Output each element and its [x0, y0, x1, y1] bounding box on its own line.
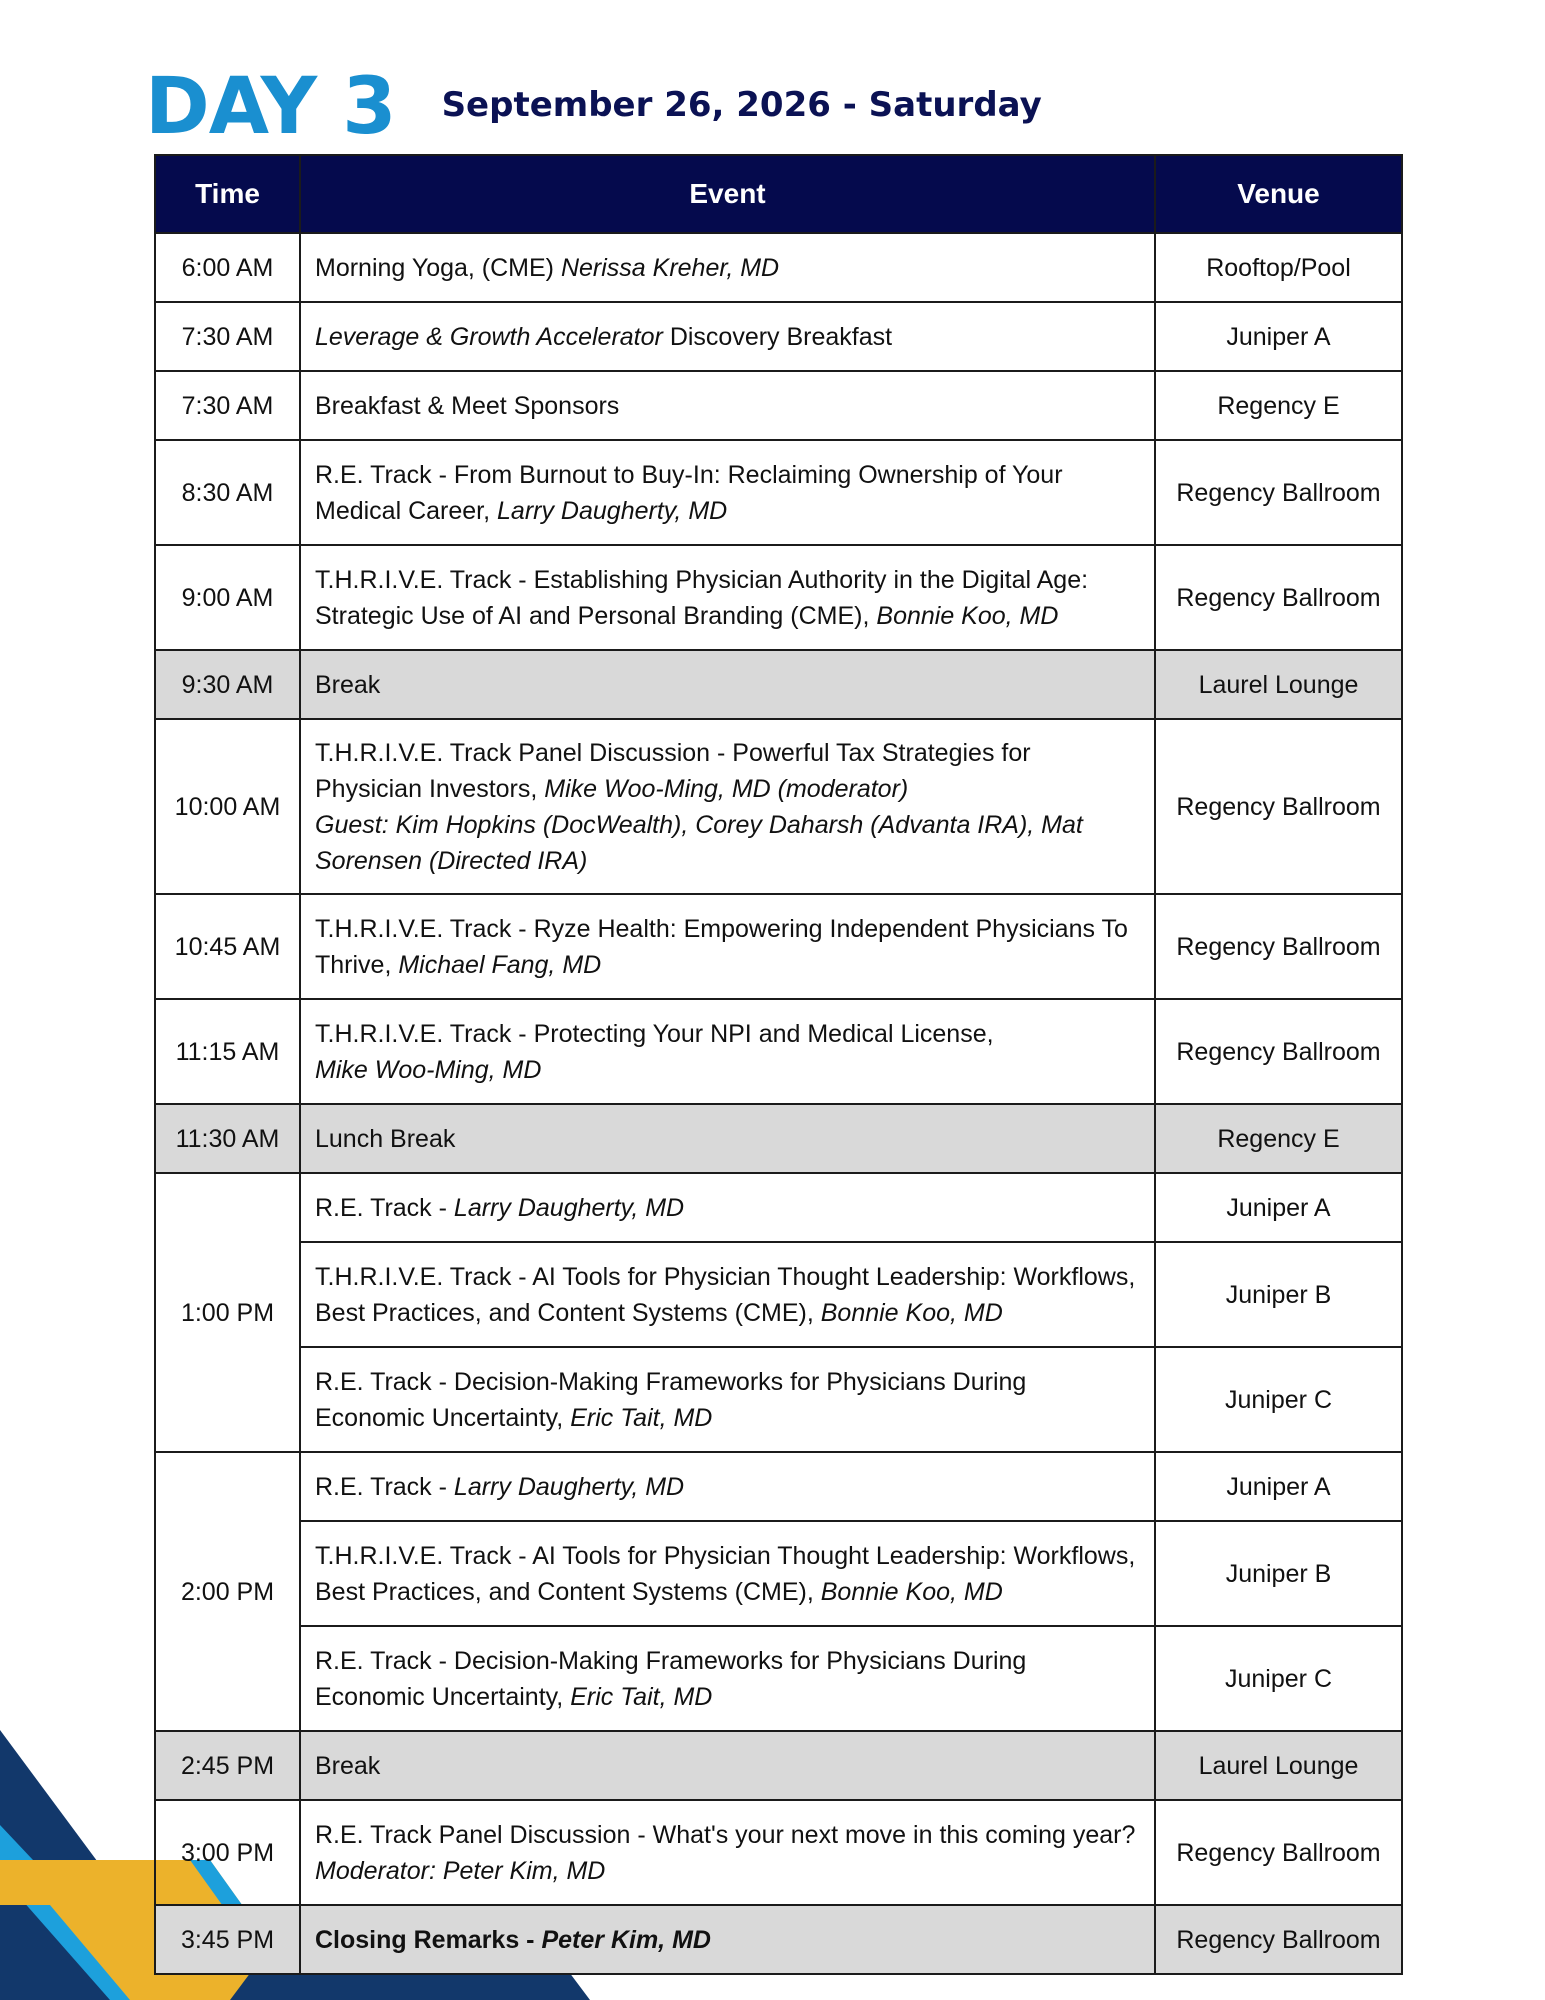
row-venue: Juniper A	[1155, 1173, 1402, 1242]
event-title: T.H.R.I.V.E. Track - AI Tools for Physician Thought Leadership: Workflows, Best Practices, and Content Systems (CME),	[315, 1262, 1136, 1327]
day-date: September 26, 2026 - Saturday	[441, 85, 1042, 125]
table-row	[155, 1242, 1402, 1347]
row-event	[300, 999, 1155, 1104]
row-venue: Rooftop/Pool	[1155, 233, 1402, 302]
row-time: 3:00 PM	[155, 1800, 300, 1905]
row-venue: Regency Ballroom	[1155, 719, 1402, 894]
row-time: 1:00 PM	[155, 1173, 300, 1452]
row-venue: Regency Ballroom	[1155, 545, 1402, 650]
event-speaker: Larry Daugherty, MD	[453, 1472, 685, 1501]
column-header-time: Time	[155, 155, 300, 233]
event-title: R.E. Track Panel Discussion - What's your next move in this coming year?	[315, 1820, 1136, 1849]
event-title: Lunch Break	[315, 1124, 456, 1153]
row-event	[300, 719, 1155, 894]
row-event	[300, 1242, 1155, 1347]
table-row	[155, 1173, 1402, 1242]
row-event	[300, 1452, 1155, 1521]
row-venue: Regency Ballroom	[1155, 894, 1402, 999]
row-venue: Juniper B	[1155, 1521, 1402, 1626]
row-venue: Laurel Lounge	[1155, 650, 1402, 719]
row-venue: Juniper A	[1155, 302, 1402, 371]
event-guests: Guest: Kim Hopkins (DocWealth), Corey Daharsh (Advanta IRA), Mat Sorensen (Directed IRA)	[315, 810, 1083, 875]
row-time: 11:15 AM	[155, 999, 300, 1104]
row-event	[300, 1104, 1155, 1173]
event-title: T.H.R.I.V.E. Track Panel Discussion - Powerful Tax Strategies for Physician Investors,	[315, 738, 1031, 803]
row-time: 9:00 AM	[155, 545, 300, 650]
event-speaker: Bonnie Koo, MD	[820, 1298, 1003, 1327]
row-time: 11:30 AM	[155, 1104, 300, 1173]
table-row	[155, 1521, 1402, 1626]
row-venue: Juniper B	[1155, 1242, 1402, 1347]
event-program: Leverage & Growth Accelerator	[315, 322, 663, 351]
table-row	[155, 1905, 1402, 1974]
row-venue: Regency Ballroom	[1155, 999, 1402, 1104]
row-event	[300, 1521, 1155, 1626]
row-event	[300, 440, 1155, 545]
event-title: R.E. Track - Decision-Making Frameworks for Physicians During Economic Uncertainty,	[315, 1367, 1027, 1432]
event-speaker: Mike Woo-Ming, MD (moderator)	[544, 774, 909, 803]
table-row	[155, 999, 1402, 1104]
event-title: R.E. Track -	[315, 1193, 447, 1222]
row-event	[300, 1731, 1155, 1800]
row-time: 7:30 AM	[155, 371, 300, 440]
event-speaker: Nerissa Kreher, MD	[560, 253, 780, 282]
event-speaker: Michael Fang, MD	[398, 950, 602, 979]
event-title: R.E. Track - From Burnout to Buy-In: Reclaiming Ownership of Your Medical Career,	[315, 460, 1063, 525]
column-header-event: Event	[300, 155, 1155, 233]
row-event	[300, 371, 1155, 440]
table-row	[155, 371, 1402, 440]
table-row	[155, 894, 1402, 999]
event-speaker: Moderator: Peter Kim, MD	[315, 1856, 606, 1885]
row-event	[300, 545, 1155, 650]
row-event	[300, 233, 1155, 302]
table-row	[155, 1731, 1402, 1800]
row-venue: Juniper A	[1155, 1452, 1402, 1521]
row-venue: Juniper C	[1155, 1626, 1402, 1731]
event-speaker: Eric Tait, MD	[570, 1682, 713, 1711]
event-title: T.H.R.I.V.E. Track - Protecting Your NPI and Medical License,	[315, 1019, 994, 1048]
event-speaker: Larry Daugherty, MD	[497, 496, 728, 525]
table-row	[155, 1452, 1402, 1521]
day-title: DAY 3	[145, 62, 396, 152]
row-time: 7:30 AM	[155, 302, 300, 371]
event-title: T.H.R.I.V.E. Track - Ryze Health: Empowering Independent Physicians To Thrive,	[315, 914, 1128, 979]
table-row	[155, 1626, 1402, 1731]
row-event	[300, 1626, 1155, 1731]
row-venue: Regency Ballroom	[1155, 440, 1402, 545]
event-title: Closing Remarks -	[315, 1925, 535, 1954]
table-row	[155, 440, 1402, 545]
table-row	[155, 1347, 1402, 1452]
row-venue: Juniper C	[1155, 1347, 1402, 1452]
event-title: R.E. Track - Decision-Making Frameworks for Physicians During Economic Uncertainty,	[315, 1646, 1027, 1711]
row-time: 10:45 AM	[155, 894, 300, 999]
event-speaker: Bonnie Koo, MD	[876, 601, 1059, 630]
table-row	[155, 650, 1402, 719]
table-row	[155, 233, 1402, 302]
row-event	[300, 1905, 1155, 1974]
event-speaker: Eric Tait, MD	[570, 1403, 713, 1432]
row-time: 6:00 AM	[155, 233, 300, 302]
table-row	[155, 719, 1402, 894]
row-venue: Regency E	[1155, 371, 1402, 440]
event-title: Breakfast & Meet Sponsors	[315, 391, 620, 420]
row-event	[300, 894, 1155, 999]
event-speaker: Peter Kim, MD	[541, 1925, 711, 1954]
row-event	[300, 650, 1155, 719]
event-title: Break	[315, 670, 381, 699]
table-row	[155, 1104, 1402, 1173]
event-title: Break	[315, 1751, 381, 1780]
table-row	[155, 1800, 1402, 1905]
row-event	[300, 1800, 1155, 1905]
row-venue: Laurel Lounge	[1155, 1731, 1402, 1800]
row-time: 2:45 PM	[155, 1731, 300, 1800]
row-venue: Regency Ballroom	[1155, 1800, 1402, 1905]
table-row	[155, 545, 1402, 650]
column-header-venue: Venue	[1155, 155, 1402, 233]
row-time: 3:45 PM	[155, 1905, 300, 1974]
event-title: R.E. Track -	[315, 1472, 447, 1501]
page-header	[145, 62, 1042, 152]
table-header-row	[155, 155, 1402, 233]
event-title: T.H.R.I.V.E. Track - Establishing Physician Authority in the Digital Age: Strategic Use of AI and Personal Branding (CME),	[315, 565, 1089, 630]
row-time: 10:00 AM	[155, 719, 300, 894]
schedule-table	[154, 154, 1403, 1975]
row-venue: Regency Ballroom	[1155, 1905, 1402, 1974]
event-title: Discovery Breakfast	[669, 322, 893, 351]
event-speaker: Bonnie Koo, MD	[820, 1577, 1003, 1606]
row-time: 9:30 AM	[155, 650, 300, 719]
row-time: 2:00 PM	[155, 1452, 300, 1731]
event-title: Morning Yoga, (CME)	[315, 253, 555, 282]
event-speaker: Larry Daugherty, MD	[453, 1193, 685, 1222]
event-speaker: Mike Woo-Ming, MD	[315, 1055, 542, 1084]
row-event	[300, 1347, 1155, 1452]
row-time: 8:30 AM	[155, 440, 300, 545]
table-row	[155, 302, 1402, 371]
row-event	[300, 302, 1155, 371]
row-event	[300, 1173, 1155, 1242]
row-venue: Regency E	[1155, 1104, 1402, 1173]
event-title: T.H.R.I.V.E. Track - AI Tools for Physician Thought Leadership: Workflows, Best Practices, and Content Systems (CME),	[315, 1541, 1136, 1606]
